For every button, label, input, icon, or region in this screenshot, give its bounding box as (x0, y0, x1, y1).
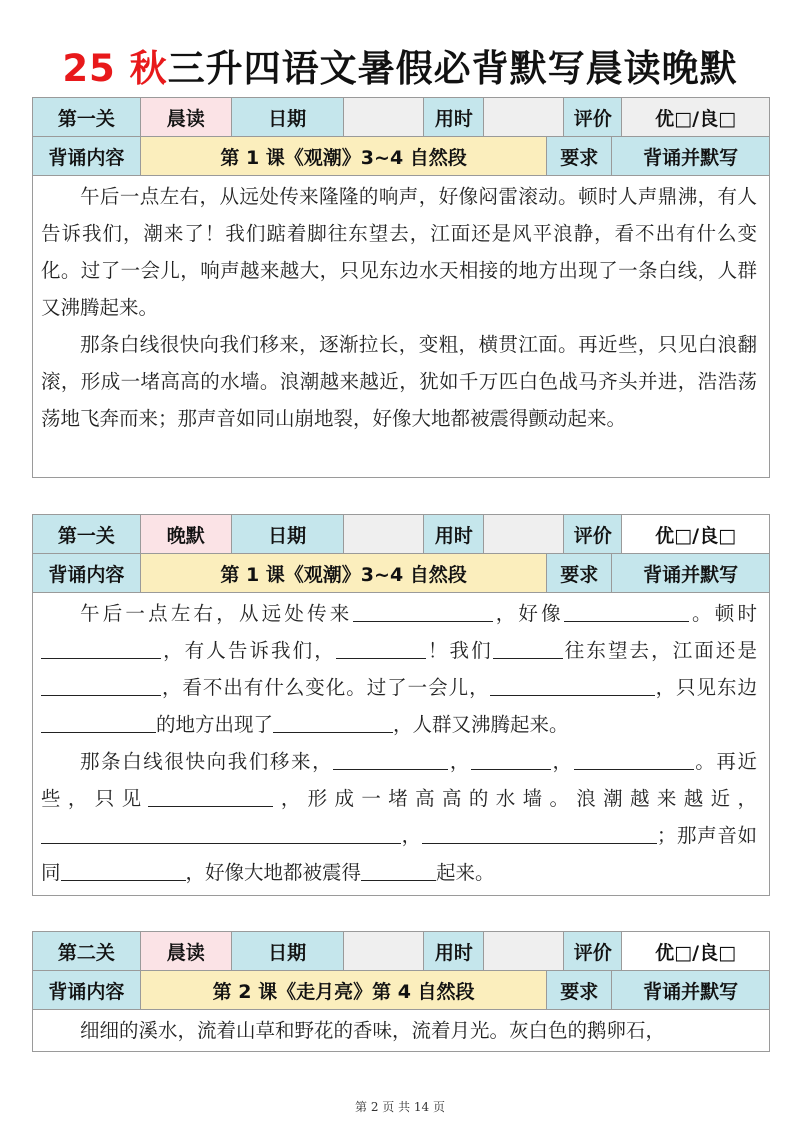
fill-blank[interactable] (333, 747, 448, 770)
content-label: 背诵内容 (33, 137, 141, 176)
level-label: 第一关 (33, 515, 141, 554)
time-field[interactable] (484, 932, 564, 971)
cloze-paragraph: 那条白线很快向我们移来， ， ， 。再近些，只见 ，形成一堵高高的水墙。浪潮越来越近，， ；那声音如同 ，好像大地都被震得 起来。 (41, 743, 757, 891)
section-block-3 (32, 931, 770, 1052)
session-type: 晨读 (141, 932, 232, 971)
paragraph: 细细的溪水，流着山草和野花的香味，流着月光。灰白色的鹅卵石， (80, 1019, 666, 1042)
eval-label: 评价 (564, 98, 622, 137)
fill-blank[interactable] (493, 636, 563, 659)
fill-blank[interactable] (41, 636, 161, 659)
lesson-title: 第 2 课《走月亮》第 4 自然段 (141, 971, 547, 1010)
time-label: 用时 (424, 932, 484, 971)
requirement-value: 背诵并默写 (612, 137, 770, 176)
fill-blank[interactable] (490, 673, 655, 696)
time-field[interactable] (484, 98, 564, 137)
fill-blank[interactable] (148, 784, 273, 807)
section-block-2 (32, 514, 770, 896)
lesson-title: 第 1 课《观潮》3~4 自然段 (141, 137, 547, 176)
fill-blank[interactable] (564, 599, 689, 622)
level-label: 第二关 (33, 932, 141, 971)
header-row-1 (32, 97, 770, 137)
reading-text (32, 176, 770, 478)
paragraph: 那条白线很快向我们移来，逐渐拉长，变粗，横贯江面。再近些，只见白浪翻滚，形成一堵高高的水墙。浪潮越来越近，犹如千万匹白色战马齐头并进，浩浩荡荡地飞奔而来；那声音如同山崩地裂，好像大地都被震得颤动起来。 (41, 333, 757, 430)
paragraph: 午后一点左右，从远处传来隆隆的响声，好像闷雷滚动。顿时人声鼎沸，有人告诉我们，潮来了！我们踮着脚往东望去，江面还是风平浪静，看不出有什么变化。过了一会儿，响声越来越大，只见东边水天相接的地方出现了一条白线，人群又沸腾起来。 (41, 185, 757, 319)
title-prefix: 25 秋 (62, 47, 168, 90)
page-title (0, 38, 800, 92)
requirement-label: 要求 (547, 137, 612, 176)
page-number: 第 2 页 共 14 页 (355, 1100, 445, 1114)
date-field[interactable] (344, 932, 425, 971)
requirement-label: 要求 (547, 971, 612, 1010)
time-label: 用时 (424, 515, 484, 554)
time-label: 用时 (424, 98, 484, 137)
time-field[interactable] (484, 515, 564, 554)
requirement-value: 背诵并默写 (612, 971, 770, 1010)
lesson-title: 第 1 课《观潮》3~4 自然段 (141, 554, 547, 593)
eval-options[interactable]: 优□/良□ (622, 932, 770, 971)
dictation-text (32, 593, 770, 896)
header-row-1 (32, 931, 770, 971)
fill-blank[interactable] (61, 858, 186, 881)
header-row-1 (32, 514, 770, 554)
fill-blank[interactable] (41, 673, 161, 696)
requirement-label: 要求 (547, 554, 612, 593)
fill-blank[interactable] (336, 636, 426, 659)
date-label: 日期 (232, 932, 344, 971)
eval-options[interactable]: 优□/良□ (622, 98, 770, 137)
requirement-value: 背诵并默写 (612, 554, 770, 593)
header-row-2 (32, 971, 770, 1010)
level-label: 第一关 (33, 98, 141, 137)
eval-label: 评价 (564, 932, 622, 971)
fill-blank[interactable] (422, 821, 657, 844)
date-field[interactable] (344, 98, 425, 137)
eval-label: 评价 (564, 515, 622, 554)
fill-blank[interactable] (361, 858, 436, 881)
content-label: 背诵内容 (33, 971, 141, 1010)
fill-blank[interactable] (41, 710, 156, 733)
fill-blank[interactable] (574, 747, 694, 770)
eval-options[interactable]: 优□/良□ (622, 515, 770, 554)
content-label: 背诵内容 (33, 554, 141, 593)
fill-blank[interactable] (273, 710, 393, 733)
fill-blank[interactable] (471, 747, 551, 770)
date-label: 日期 (232, 98, 344, 137)
cloze-paragraph: 午后一点左右，从远处传来 ，好像 。顿时，有人告诉我们， ！我们 往东望去，江面还是，看不出有什么变化。过了一会儿， ，只见东边的地方出现了 ，人群又沸腾起来。 (41, 595, 757, 743)
date-field[interactable] (344, 515, 425, 554)
date-label: 日期 (232, 515, 344, 554)
section-block-1 (32, 97, 770, 478)
reading-text (32, 1010, 770, 1052)
fill-blank[interactable] (353, 599, 493, 622)
session-type: 晚默 (141, 515, 232, 554)
header-row-2 (32, 137, 770, 176)
header-row-2 (32, 554, 770, 593)
fill-blank[interactable] (41, 821, 401, 844)
title-main: 三升四语文暑假必背默写晨读晚默 (167, 47, 738, 90)
session-type: 晨读 (141, 98, 232, 137)
